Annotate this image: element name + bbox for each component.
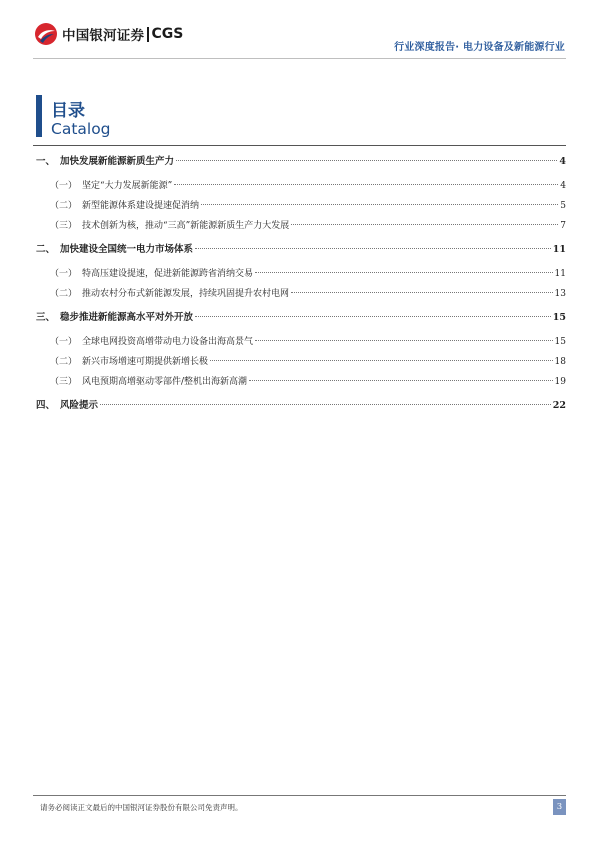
toc-entry-page: 7 (560, 221, 566, 231)
toc-entry-number: 三、 (36, 312, 56, 323)
toc-section-entry[interactable] (36, 178, 566, 191)
toc-dot-leader (201, 204, 558, 205)
toc-entry-page: 15 (552, 312, 566, 323)
toc-dot-leader (195, 316, 551, 317)
toc-entry-title: 加快发展新能源新质生产力 (60, 156, 175, 167)
report-title: 行业深度报告· 电力设备及新能源行业 (394, 42, 565, 53)
toc-dot-leader (174, 184, 558, 185)
header-divider (33, 58, 566, 59)
toc-chapter-entry[interactable] (36, 309, 566, 323)
cgs-logo-icon (34, 22, 58, 46)
company-logo (34, 22, 183, 46)
toc-entry-number: （二） (50, 289, 78, 299)
logo-cn-text: 中国银河证券 (62, 28, 145, 44)
toc-section-entry[interactable] (36, 354, 566, 367)
toc-entry-page: 11 (552, 244, 566, 255)
toc-entry-number: 二、 (36, 244, 56, 255)
toc-entry-page: 15 (554, 337, 566, 347)
toc-section-entry[interactable] (36, 266, 566, 279)
toc-entry-title: 风电预期高增驱动零部件/整机出海新高潮 (82, 377, 248, 387)
toc-entry-number: （一） (50, 181, 78, 191)
toc-title-accent-bar (36, 95, 42, 137)
toc-section-entry[interactable] (36, 218, 566, 231)
toc-dot-leader (291, 292, 553, 293)
logo-en-text: CGS (151, 26, 184, 42)
toc-dot-leader (176, 160, 557, 161)
toc-entry-title: 全球电网投资高增带动电力设备出海高景气 (82, 337, 254, 347)
toc-chapter-entry[interactable] (36, 153, 566, 167)
toc-entry-page: 22 (552, 400, 566, 411)
toc-dot-leader (100, 404, 551, 405)
toc-entry-page: 13 (554, 289, 566, 299)
toc-title-cn: 目录 (51, 101, 85, 121)
toc-section-entry[interactable] (36, 286, 566, 299)
toc-section-entry[interactable] (36, 374, 566, 387)
toc-entry-title: 坚定“大力发展新能源” (82, 181, 173, 191)
toc-entry-number: （一） (50, 269, 78, 279)
toc-dot-leader (195, 248, 551, 249)
toc-entry-page: 5 (560, 201, 566, 211)
toc-entry-number: （三） (50, 377, 78, 387)
toc-title-en: Catalog (51, 120, 111, 138)
footer-disclaimer: 请务必阅读正文最后的中国银河证券股份有限公司免责声明。 (40, 803, 243, 812)
toc-entry-page: 19 (554, 377, 566, 387)
toc-section-entry[interactable] (36, 334, 566, 347)
toc-entry-number: 四、 (36, 400, 56, 411)
toc-divider (33, 145, 566, 146)
toc-entry-page: 4 (559, 156, 566, 167)
footer-divider (33, 795, 566, 796)
toc-entry-number: （二） (50, 201, 78, 211)
page-number: 3 (553, 799, 566, 815)
toc-section-entry[interactable] (36, 198, 566, 211)
toc-entry-title: 风险提示 (60, 400, 99, 411)
toc-entry-page: 4 (560, 181, 566, 191)
toc-dot-leader (255, 340, 553, 341)
toc-dot-leader (255, 272, 553, 273)
toc-entry-title: 推动农村分布式新能源发展，持续巩固提升农村电网 (82, 289, 290, 299)
toc-dot-leader (249, 380, 553, 381)
toc-chapter-entry[interactable] (36, 241, 566, 255)
toc-entry-number: 一、 (36, 156, 56, 167)
toc-entry-title: 新兴市场增速可期提供新增长极 (82, 357, 209, 367)
toc-chapter-entry[interactable] (36, 397, 566, 411)
toc-entry-title: 稳步推进新能源高水平对外开放 (60, 312, 194, 323)
toc-entry-page: 18 (554, 357, 566, 367)
toc-dot-leader (291, 224, 558, 225)
toc-entry-number: （一） (50, 337, 78, 347)
logo-separator (147, 27, 148, 42)
toc-dot-leader (210, 360, 553, 361)
toc-entry-page: 11 (554, 269, 566, 279)
toc-entry-title: 技术创新为核，推动“三高”新能源新质生产力大发展 (82, 221, 290, 231)
toc-entry-title: 特高压建设提速，促进新能源跨省消纳交易 (82, 269, 254, 279)
toc-entry-number: （二） (50, 357, 78, 367)
toc-entry-title: 加快建设全国统一电力市场体系 (60, 244, 194, 255)
toc-entry-title: 新型能源体系建设提速促消纳 (82, 201, 200, 211)
toc-entry-number: （三） (50, 221, 78, 231)
